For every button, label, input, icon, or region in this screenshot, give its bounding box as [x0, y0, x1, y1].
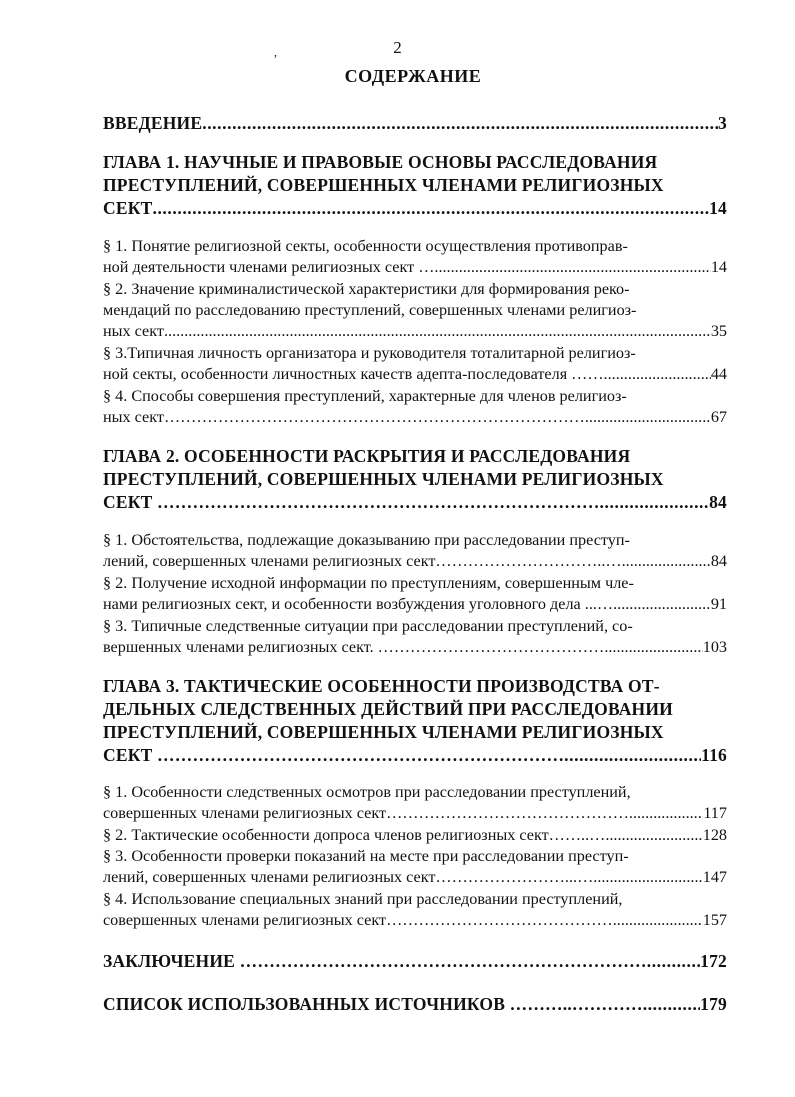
toc-entry-3-3[interactable] [103, 846, 727, 888]
toc-entry-lastline [103, 257, 727, 278]
toc-entry-conclusion[interactable] [103, 950, 727, 973]
toc-entry-3-2[interactable] [103, 825, 727, 846]
toc-entry-chapter-2[interactable] [103, 445, 727, 514]
toc-entry-references[interactable] [103, 993, 727, 1016]
toc-entry-title: лений, совершенных членами религиозных сект…………………………..… [103, 551, 622, 570]
toc-page-number: 179 [700, 994, 727, 1014]
toc-entry-line: § 1. Понятие религиозной секты, особенности осуществления противоправ- [103, 237, 628, 255]
leader-dots [604, 637, 702, 658]
toc-page-number: 3 [718, 113, 727, 133]
toc-entry-lastline [103, 364, 727, 385]
page-number: 2 [393, 38, 402, 57]
toc-entry-line: ПРЕСТУПЛЕНИЙ, СОВЕРШЕННЫХ ЧЛЕНАМИ РЕЛИГИОЗНЫХ [103, 722, 664, 742]
leader-dots [564, 744, 701, 767]
leader-dots [585, 407, 711, 428]
toc-entry-title: совершенных членами религиозных сект……………………………………… [103, 803, 629, 822]
toc-entry-line: § 3. Типичные следственные ситуации при расследовании преступлений, со- [103, 617, 633, 635]
toc-entry-line: § 1. Особенности следственных осмотров при расследовании преступлений, [103, 783, 631, 801]
toc-entry-lastline [103, 112, 727, 135]
toc-entry-lastline [103, 491, 727, 514]
toc-entry-2-3[interactable] [103, 616, 727, 658]
stray-mark: , [274, 45, 277, 59]
toc-entry-1-2[interactable] [103, 279, 727, 341]
toc-page-number: 117 [703, 803, 727, 822]
toc-entry-chapter-1[interactable] [103, 151, 727, 220]
toc-entry-title: СЕКТ …………………………………………………………… [103, 745, 565, 765]
toc-entry-lastline [103, 803, 727, 824]
toc-entry-title: ных сект [103, 321, 164, 340]
leader-dots [612, 364, 711, 385]
toc-entry-lastline [103, 197, 727, 220]
toc-title: СОДЕРЖАНИЕ [344, 66, 482, 86]
toc-entry-line: § 1. Обстоятельства, подлежащие доказыванию при расследовании преступ- [103, 531, 630, 549]
toc-entry-lastline [103, 594, 727, 615]
toc-entry-title: нами религиозных сект, и особенности возбуждения уголовного дела ...… [103, 594, 614, 613]
toc-page-number: 35 [710, 321, 727, 340]
toc-entry-title: лений, совершенных членами религиозных сект……………………...… [103, 867, 594, 886]
toc-entry-chapter-3[interactable] [103, 675, 727, 767]
toc-entry-lastline [103, 407, 727, 428]
toc-entry-lastline [103, 744, 727, 767]
toc-page-number: 172 [700, 951, 727, 971]
leader-dots [202, 112, 718, 135]
leader-dots [647, 950, 700, 973]
toc-entry-3-1[interactable] [103, 782, 727, 824]
leader-dots [152, 197, 709, 220]
toc-entry-lastline [103, 993, 727, 1016]
toc-page-number: 91 [710, 594, 727, 613]
toc-entry-lastline [103, 637, 727, 658]
toc-page-number: 14 [710, 257, 727, 276]
toc-entry-lastline [103, 321, 727, 342]
toc-entry-line: ДЕЛЬНЫХ СЛЕДСТВЕННЫХ ДЕЙСТВИЙ ПРИ РАССЛЕДОВАНИИ [103, 699, 673, 719]
leader-dots [629, 803, 703, 824]
leader-dots [593, 867, 702, 888]
toc-entry-lastline [103, 825, 727, 846]
toc-entry-title: ЗАКЛЮЧЕНИЕ …………………………………………………………… [103, 951, 647, 971]
toc-entry-1-1[interactable] [103, 236, 727, 278]
toc-entry-lastline [103, 867, 727, 888]
toc-entry-1-3[interactable] [103, 343, 727, 385]
leader-dots [613, 910, 703, 931]
toc-entry-2-1[interactable] [103, 530, 727, 572]
leader-dots [609, 825, 702, 846]
toc-entry-lastline [103, 950, 727, 973]
toc-entry-line: § 4. Использование специальных знаний при расследовании преступлений, [103, 890, 623, 908]
toc-page-number: 147 [702, 867, 727, 886]
toc-entry-introduction[interactable] [103, 112, 727, 135]
toc-page-number: 44 [710, 364, 727, 383]
toc-page-number: 67 [710, 407, 727, 426]
toc-entry-1-4[interactable] [103, 386, 727, 428]
toc-entry-title: ВВЕДЕНИЕ [103, 113, 203, 133]
toc-entry-title: совершенных членами религиозных сект…………………………………… [103, 910, 613, 929]
toc-entry-2-2[interactable] [103, 573, 727, 615]
toc-entry-line: § 3. Особенности проверки показаний на месте при расследовании преступ- [103, 847, 629, 865]
toc-entry-title: ной деятельности членами религиозных сект … [103, 257, 435, 276]
toc-entry-title: вершенных членами религиозных сект. …………………………………… [103, 637, 605, 656]
toc-entry-title: ных сект…………………………………………………………………… [103, 407, 585, 426]
toc-page-number: 84 [709, 492, 727, 512]
toc-entry-line: ГЛАВА 3. ТАКТИЧЕСКИЕ ОСОБЕННОСТИ ПРОИЗВОДСТВА ОТ- [103, 676, 660, 696]
toc-entry-title: § 2. Тактические особенности допроса членов религиозных сект……..…. [103, 826, 610, 844]
toc-entry-title: ной секты, особенности личностных качеств адепта-последователя …….. [103, 364, 612, 383]
leader-dots [613, 594, 711, 615]
toc-page-number: 14 [709, 198, 727, 218]
leader-dots [164, 321, 711, 342]
toc-entry-line: мендаций по расследованию преступлений, совершенных членами религиоз- [103, 300, 637, 319]
toc-entry-title: СЕКТ ………………………………………………………………… [103, 492, 600, 512]
toc-entry-line: ПРЕСТУПЛЕНИЙ, СОВЕРШЕННЫХ ЧЛЕНАМИ РЕЛИГИОЗНЫХ [103, 175, 664, 195]
leader-dots [434, 257, 710, 278]
toc-entry-lastline [103, 910, 727, 931]
toc-page-number: 103 [702, 637, 727, 656]
toc-entry-line: § 3.Типичная личность организатора и руководителя тоталитарной религиоз- [103, 344, 636, 362]
toc-entry-title: СЕКТ [103, 198, 153, 218]
toc-entry-line: ГЛАВА 1. НАУЧНЫЕ И ПРАВОВЫЕ ОСНОВЫ РАССЛЕДОВАНИЯ [103, 152, 658, 172]
toc-entry-title: СПИСОК ИСПОЛЬЗОВАННЫХ ИСТОЧНИКОВ ………..………… [103, 994, 643, 1014]
toc-entry-line: § 2. Значение криминалистической характеристики для формирования реко- [103, 280, 630, 298]
toc-entry-line: § 4. Способы совершения преступлений, характерные для членов религиоз- [103, 387, 627, 405]
toc-entry-line: ПРЕСТУПЛЕНИЙ, СОВЕРШЕННЫХ ЧЛЕНАМИ РЕЛИГИОЗНЫХ [103, 469, 664, 489]
toc-page-number: 128 [702, 826, 727, 844]
leader-dots [600, 491, 710, 514]
toc-entry-line: § 2. Получение исходной информации по преступлениям, совершенным чле- [103, 574, 634, 592]
leader-dots [622, 551, 711, 572]
toc-page-number: 84 [710, 551, 727, 570]
leader-dots [643, 993, 700, 1016]
toc-entry-3-4[interactable] [103, 889, 727, 931]
toc-entry-lastline [103, 551, 727, 572]
toc-entry-line: ГЛАВА 2. ОСОБЕННОСТИ РАСКРЫТИЯ И РАССЛЕДОВАНИЯ [103, 446, 631, 466]
toc-page-number: 157 [702, 910, 727, 929]
toc-page-number: 116 [701, 745, 727, 765]
